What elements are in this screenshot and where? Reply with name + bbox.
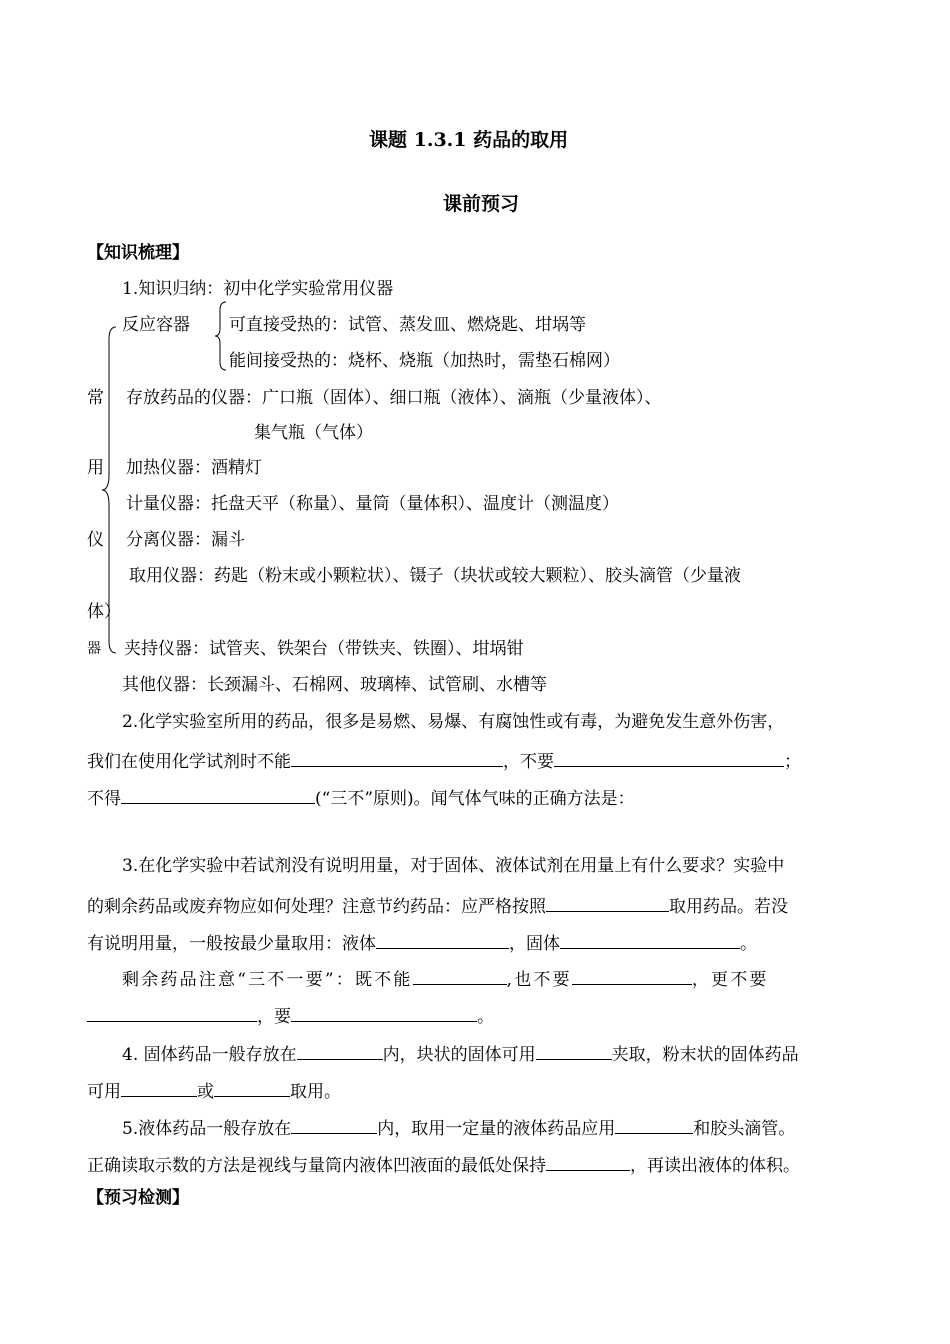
q3-blank-5[interactable] — [572, 968, 692, 985]
page-title: 课题 1.3.1 药品的取用 — [369, 129, 569, 151]
knowledge-intro: 1.知识归纳：初中化学实验常用仪器 — [122, 279, 394, 299]
q5-blank-2[interactable] — [615, 1117, 693, 1134]
taking-instruments: 取用仪器：药匙（粉末或小颗粒状）、镊子（块状或较大颗粒）、胶头滴管（少量液 — [129, 566, 741, 586]
reaction-direct-heat: 可直接受热的：试管、蒸发皿、燃烧匙、坩埚等 — [229, 315, 586, 335]
section-heading-knowledge: 【知识梳理】 — [87, 243, 189, 263]
q3-blank-4[interactable] — [413, 968, 507, 985]
q4-line1: 4. 固体药品一般存放在 内，块状的固体可用 夹取，粉末状的固体药品 — [122, 1045, 799, 1065]
storage-instruments: 存放药品的仪器：广口瓶（固体）、细口瓶（液体）、滴瓶（少量液体）、 — [126, 388, 662, 408]
q2-line3: 不得 (“三不”原则)。闻气体气味的正确方法是： — [87, 789, 635, 809]
q3-blank-1[interactable] — [546, 895, 669, 912]
reaction-indirect-heat: 能间接受热的：烧杯、烧瓶（加热时，需垫石棉网） — [229, 351, 620, 371]
vertical-char-4: 器 — [87, 641, 101, 657]
q2-blank-2[interactable] — [554, 750, 784, 767]
q5-line2: 正确读取示数的方法是视线与量筒内液体凹液面的最低处保持 ，再读出液体的体积。 — [87, 1156, 800, 1176]
vertical-char-1: 常 — [87, 388, 104, 408]
q3-line4: 剩余药品注意“三不一要”：既不能 ,也不要 ，更不要 — [122, 970, 769, 990]
storage-instruments-cont: 集气瓶（气体） — [254, 423, 373, 443]
page-subtitle: 课前预习 — [443, 193, 520, 215]
q3-line5: ，要 。 — [87, 1005, 494, 1026]
q5-blank-1[interactable] — [291, 1117, 377, 1134]
q4-blank-1[interactable] — [297, 1043, 383, 1060]
q4-line2: 可用 或 取用。 — [87, 1082, 341, 1102]
q5-line1: 5.液体药品一般存放在 内，取用一定量的液体药品应用 和胶头滴管。 — [122, 1119, 796, 1139]
q2-line1: 2.化学实验室所用的药品，很多是易燃、易爆、有腐蚀性或有毒，为避免发生意外伤害， — [122, 712, 785, 732]
q4-blank-4[interactable] — [214, 1080, 290, 1097]
q2-line2: 我们在使用化学试剂时不能 ，不要 ； — [87, 752, 801, 772]
measuring-instruments: 计量仪器：托盘天平（称量）、量筒（量体积）、温度计（测温度） — [126, 494, 619, 514]
q3-line1: 3.在化学实验中若试剂没有说明用量，对于固体、液体试剂在用量上有什么要求？实验中 — [122, 856, 785, 876]
vertical-char-2: 用 — [87, 458, 104, 478]
q3-line2: 的剩余药品或废弃物应如何处理？注意节约药品：应严格按照 取用药品。若没 — [87, 897, 788, 917]
q2-blank-1[interactable] — [291, 750, 503, 767]
q2-blank-3[interactable] — [121, 787, 315, 804]
q3-blank-3[interactable] — [560, 932, 740, 949]
q5-blank-3[interactable] — [546, 1154, 630, 1171]
q3-blank-2[interactable] — [376, 932, 509, 949]
vertical-char-3: 仪 — [87, 530, 104, 550]
section-heading-preview-check: 【预习检测】 — [87, 1188, 189, 1208]
clamping-instruments: 夹持仪器：试管夹、铁架台（带铁夹、铁圈）、坩埚钳 — [124, 639, 524, 659]
reaction-container-label: 反应容器 — [122, 315, 190, 335]
q3-blank-7[interactable] — [291, 1005, 477, 1022]
heating-instruments: 加热仪器：酒精灯 — [126, 458, 262, 478]
q3-line3: 有说明用量，一般按最少量取用：液体 ，固体 。 — [87, 934, 757, 954]
small-brace-icon — [213, 300, 229, 372]
q4-blank-3[interactable] — [121, 1080, 197, 1097]
separation-instruments: 分离仪器：漏斗 — [126, 530, 245, 550]
other-instruments: 其他仪器：长颈漏斗、石棉网、玻璃棒、试管刷、水槽等 — [122, 675, 547, 695]
q3-blank-6[interactable] — [87, 1005, 257, 1022]
taking-instruments-cont: 体） — [87, 602, 121, 622]
q4-blank-2[interactable] — [536, 1043, 612, 1060]
